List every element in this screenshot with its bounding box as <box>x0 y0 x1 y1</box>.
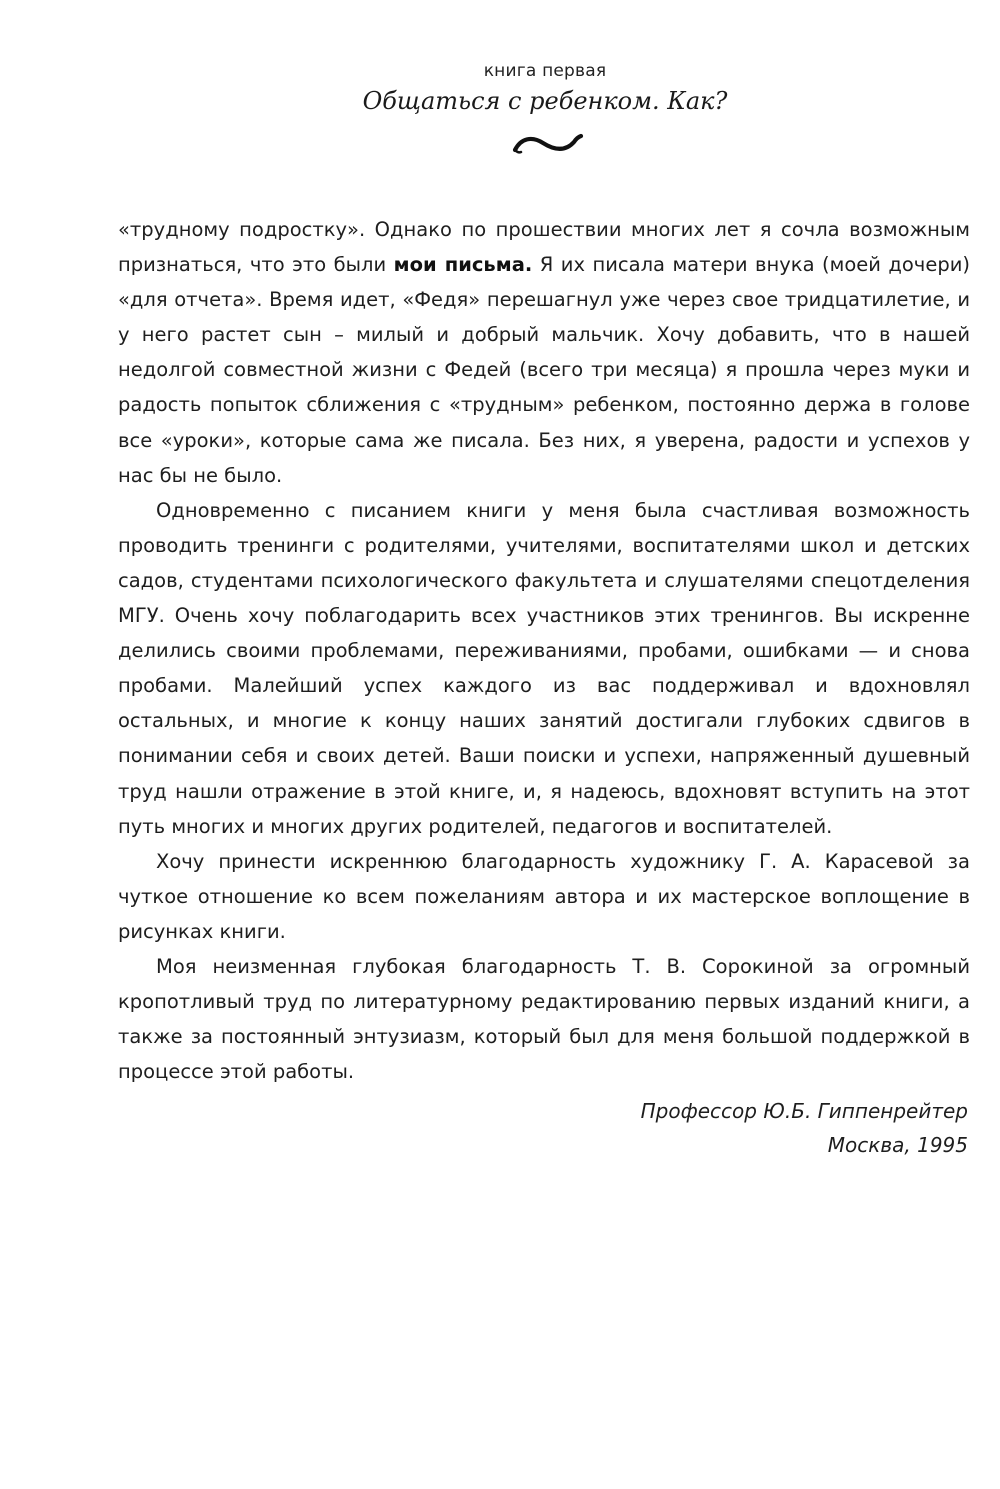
paragraph-1 <box>118 212 970 493</box>
tilde-swash-ornament-icon <box>512 128 584 162</box>
paragraph-3: Хочу принести искреннюю благодарность художнику Г. А. Карасевой за чуткое отношение ко всем пожеланиям автора и их мастерское воплощение в рисунках книги. <box>118 849 970 943</box>
page-header <box>0 58 1000 118</box>
book-title: Общаться с ребенком. Как? <box>362 87 728 115</box>
book-label: книга первая <box>483 61 607 81</box>
paragraph-4: Моя неизменная глубокая благодарность Т. В. Сорокиной за огромный кропотливый труд по литературному редактированию первых изданий книги, а также за постоянный энтузиазм, который был для меня большой поддержкой в процессе этой работы. <box>118 954 970 1084</box>
signature <box>641 1094 968 1162</box>
paragraph-2: Одновременно с писанием книги у меня была счастливая возможность проводить тренинги с родителями, учителями, воспитателями школ и детских садов, студентами психологического факультета и слушателями спецотделения МГУ. Очень хочу поблагодарить всех участников этих тренингов. Вы искренне делились своими проблемами, переживаниями, пробами, ошибками — и снова пробами. Малейший успех каждого из вас поддерживал и вдохновлял остальных, и многие к концу наших занятий достигали глубоких сдвигов в понимании себя и своих детей. Ваши поиски и успехи, напряженный душевный труд нашли отражение в этой книге, и, я надеюсь, вдохновят вступить на этот путь многих и многих других родителей, педагогов и воспитателей. <box>118 498 970 838</box>
paragraph-1-bold: мои письма. <box>393 253 533 277</box>
main-text <box>118 212 970 1089</box>
paragraph-1-end: Я их писала матери внука (моей дочери) «для отчета». Время идет, «Федя» перешагнул уже через свое тридцатилетие, и у него растет сын – милый и добрый мальчик. Хочу добавить, что в нашей недолгой совместной жизни с Федей (всего три месяца) я прошла через муки и радость попыток сближения с «трудным» ребенком, постоянно держа в голове все «уроки», которые сама же писала. Без них, я уверена, радости и успехов у нас бы не было. <box>118 253 970 487</box>
signature-author: Профессор Ю.Б. Гиппенрейтер <box>640 1099 968 1123</box>
signature-place-year: Москва, 1995 <box>827 1133 968 1157</box>
paragraph-1-start: «трудному подростку». Однако по прошествии многих лет я сочла возможным признаться, что это были <box>118 218 970 277</box>
